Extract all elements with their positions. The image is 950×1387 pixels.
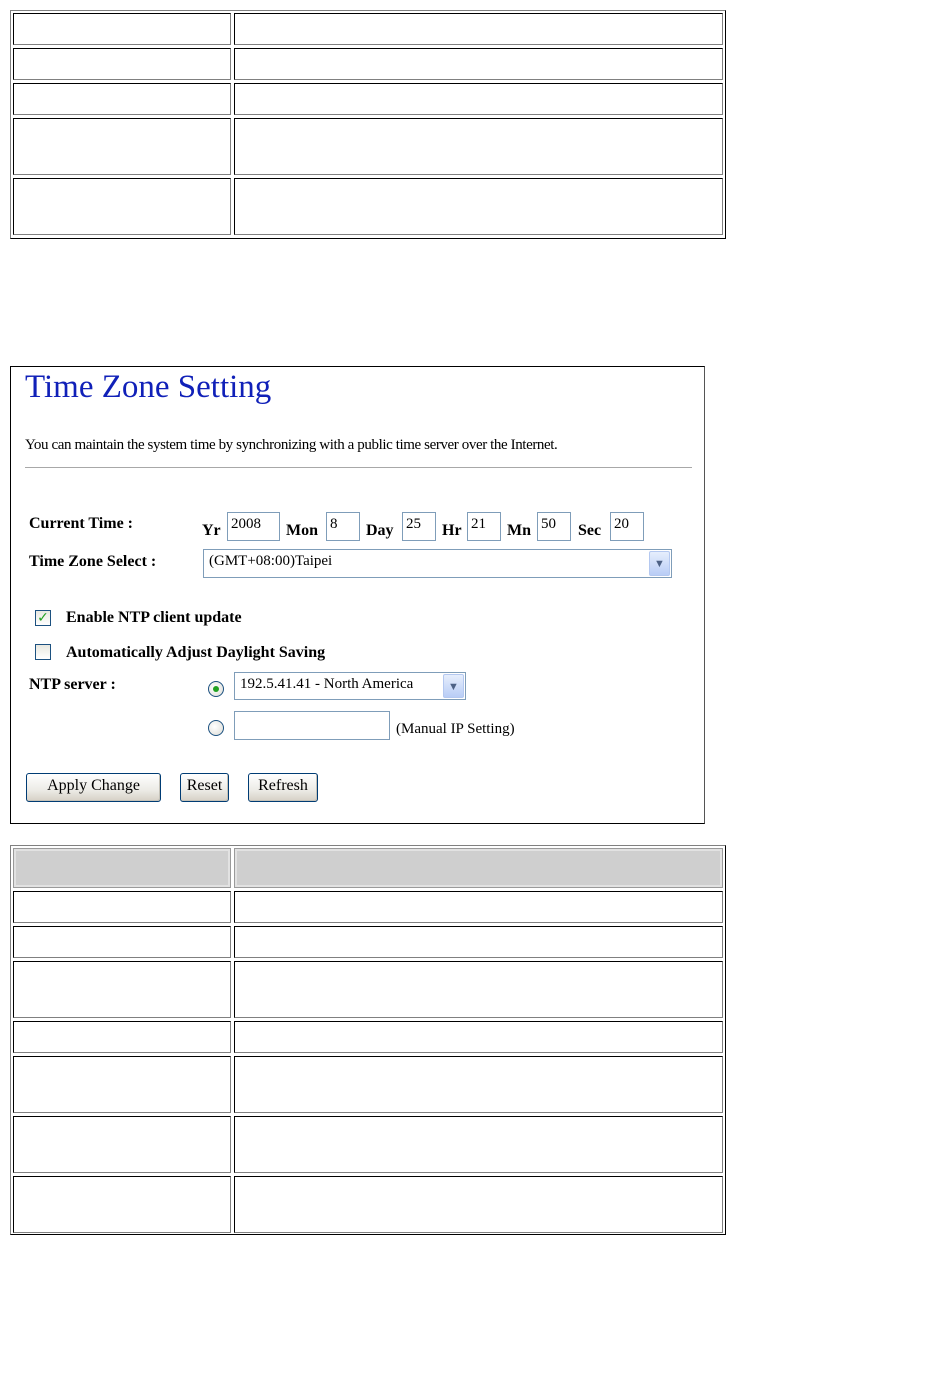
table-row — [13, 1021, 723, 1053]
table-row — [13, 926, 723, 958]
table-cell — [234, 83, 723, 115]
second-label: Sec — [578, 522, 602, 539]
manual-ip-hint: (Manual IP Setting) — [396, 721, 515, 737]
refresh-button[interactable]: Refresh — [248, 773, 318, 802]
second-input[interactable]: 20 — [610, 512, 644, 541]
table-cell — [13, 961, 231, 1018]
year-label: Yr — [202, 522, 221, 539]
table-cell — [13, 1116, 231, 1173]
table-cell — [234, 13, 723, 45]
chevron-down-icon[interactable]: ▼ — [443, 674, 464, 698]
table-cell — [234, 891, 723, 923]
table-header-row — [13, 848, 723, 888]
page-title: Time Zone Setting — [25, 369, 272, 405]
time-zone-select-value: (GMT+08:00)Taipei — [209, 553, 333, 569]
table-cell — [234, 1056, 723, 1113]
table-cell — [234, 118, 723, 175]
checkmark-icon: ✓ — [37, 610, 49, 626]
divider — [25, 467, 692, 468]
table-cell — [234, 961, 723, 1018]
table-cell — [234, 1116, 723, 1173]
table-cell — [13, 178, 231, 235]
ntp-server-select[interactable] — [234, 672, 466, 700]
table-row — [13, 48, 723, 80]
time-zone-setting-panel — [10, 366, 705, 824]
ntp-manual-radio[interactable] — [208, 720, 224, 736]
table-cell — [13, 1056, 231, 1113]
month-input[interactable]: 8 — [326, 512, 360, 541]
table-cell — [13, 48, 231, 80]
table-row — [13, 891, 723, 923]
year-input[interactable]: 2008 — [227, 512, 280, 541]
table-row — [13, 961, 723, 1018]
table-cell — [13, 926, 231, 958]
ntp-server-label: NTP server : — [29, 676, 116, 693]
ntp-preset-radio[interactable] — [208, 681, 224, 697]
table-cell — [234, 1176, 723, 1233]
table-row — [13, 1056, 723, 1113]
current-time-label: Current Time : — [29, 515, 133, 532]
chevron-down-icon[interactable]: ▼ — [649, 551, 670, 576]
table-cell — [13, 1176, 231, 1233]
minute-label: Mn — [507, 522, 531, 539]
reset-button[interactable]: Reset — [180, 773, 229, 802]
hour-input[interactable]: 21 — [467, 512, 501, 541]
table-row — [13, 13, 723, 45]
table-header-cell — [234, 848, 723, 888]
table-cell — [13, 891, 231, 923]
daylight-saving-label: Automatically Adjust Daylight Saving — [66, 644, 326, 661]
table-cell — [234, 48, 723, 80]
table-row — [13, 178, 723, 235]
table-row — [13, 83, 723, 115]
day-input[interactable]: 25 — [402, 512, 436, 541]
table-cell — [13, 118, 231, 175]
table-header-cell — [13, 848, 231, 888]
table-cell — [13, 13, 231, 45]
top-description-table — [10, 10, 726, 239]
daylight-saving-checkbox[interactable] — [35, 644, 51, 660]
day-label: Day — [366, 522, 394, 539]
enable-ntp-label: Enable NTP client update — [66, 609, 242, 626]
time-zone-select-label: Time Zone Select : — [29, 553, 157, 570]
ntp-manual-ip-input[interactable] — [234, 711, 390, 740]
table-row — [13, 118, 723, 175]
page-description: You can maintain the system time by synchronizing with a public time server over the Internet. — [25, 437, 558, 453]
table-cell — [234, 178, 723, 235]
apply-change-button[interactable]: Apply Change — [26, 773, 161, 802]
enable-ntp-checkbox[interactable] — [35, 610, 51, 626]
table-row — [13, 1176, 723, 1233]
table-row — [13, 1116, 723, 1173]
minute-input[interactable]: 50 — [537, 512, 571, 541]
radio-dot-icon — [213, 686, 219, 692]
table-cell — [13, 1021, 231, 1053]
ntp-server-select-value: 192.5.41.41 - North America — [240, 676, 414, 692]
table-cell — [13, 83, 231, 115]
bottom-description-table — [10, 845, 726, 1235]
table-cell — [234, 926, 723, 958]
table-cell — [234, 1021, 723, 1053]
month-label: Mon — [286, 522, 318, 539]
hour-label: Hr — [442, 522, 462, 539]
time-zone-select[interactable] — [203, 549, 672, 578]
